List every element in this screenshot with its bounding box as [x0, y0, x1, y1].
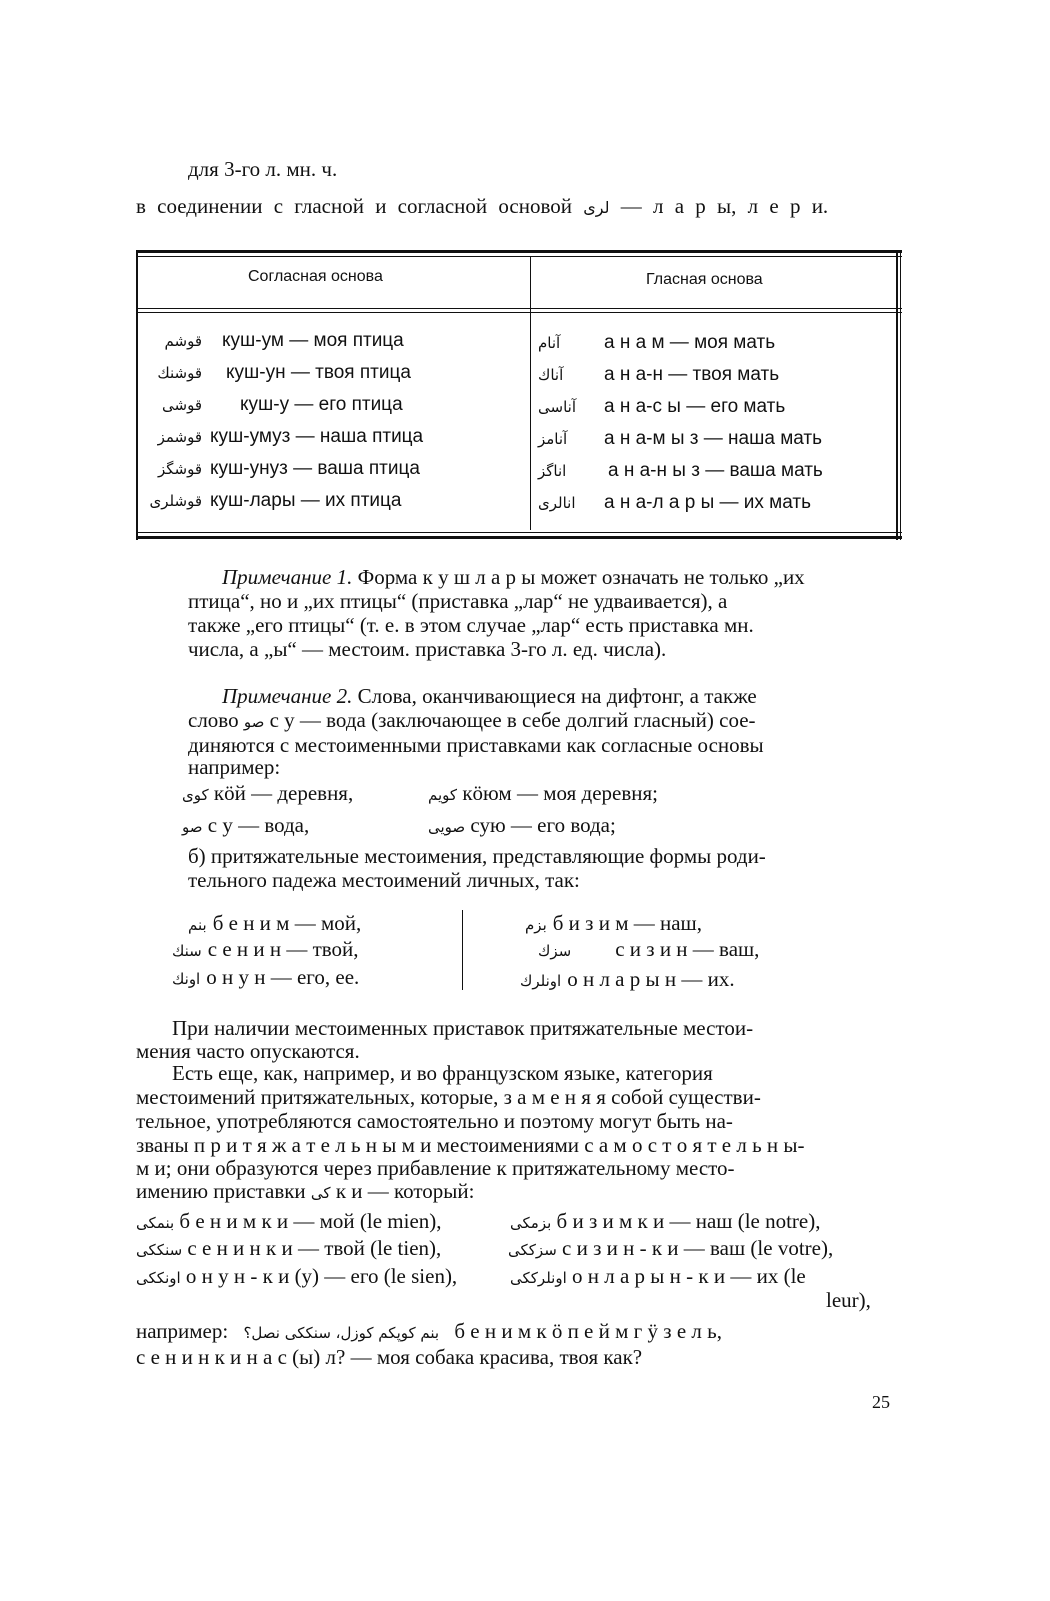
section-b-text: б) притяжательные местоимения, представляющие формы роди- [188, 844, 766, 868]
para2-text: Есть еще, как, например, и во французском языке, категория [172, 1061, 713, 1085]
section-b-line-1 [188, 843, 766, 869]
table-right-rule [896, 250, 898, 540]
pronoun-text: с и з и н — ваш, [615, 937, 760, 961]
vowel-row [538, 427, 822, 451]
arabic-form: قوشم [164, 332, 202, 350]
arabic-form: اونککی [136, 1269, 181, 1287]
note1-text: птица“, но и „их птицы“ (приставка „лар“ не удваивается), а [188, 589, 728, 613]
arabic-form: انالری [538, 494, 576, 512]
example-row [182, 780, 353, 808]
arabic-form: اناگز [538, 462, 567, 480]
ki-tail-text: leur), [826, 1288, 871, 1312]
arabic-form: اونلرك [520, 972, 562, 990]
row-text: а н а-н ы з — ваша мать [608, 460, 823, 481]
row-text: куш-унуз — ваша птица [210, 458, 420, 479]
example-text: с е н и н к и н а с (ы) л? — моя собака красива, твоя как? [136, 1345, 643, 1369]
note2-text: диняются с местоименными приставками как согласные основы [188, 733, 764, 757]
table-bottom-rule [136, 536, 902, 539]
consonant-row [140, 457, 420, 481]
ki-form-text: б и з и м к и — наш (le notre), [556, 1209, 821, 1233]
vowel-row [538, 491, 811, 515]
header-vowel-stem: Гласная основа [646, 271, 763, 288]
arabic-form: سنککی [136, 1241, 183, 1259]
note2-text: с у — вода (заключающее в себе долгий гласный) сое- [269, 708, 756, 732]
arabic-form: بزم [525, 916, 547, 934]
example-text: с у — вода, [207, 813, 310, 837]
pronoun-row [172, 936, 359, 964]
arabic-form: آناسی [538, 398, 576, 416]
arabic-form: بنم [188, 916, 207, 934]
note2-line-1 [222, 683, 757, 709]
para1-text: При наличии местоименных приставок притяжательные местои- [172, 1016, 754, 1040]
para2-text: к и — который: [335, 1179, 475, 1203]
vowel-row [538, 395, 785, 419]
para2-text: званы п р и т я ж а т е л ь н ы м и местоимениями с а м о с т о я т е л ь н ы- [136, 1133, 805, 1157]
vowel-row [538, 331, 775, 355]
pronoun-row [520, 966, 735, 994]
note1-line-4 [188, 636, 666, 662]
arabic-form: آنامز [538, 430, 568, 448]
arabic-form: قوشلری [149, 492, 202, 510]
intro-line-2 [136, 193, 828, 221]
arabic-form: بزمکی [510, 1214, 552, 1232]
intro-line-1 [188, 156, 337, 182]
ki-form-row [136, 1208, 442, 1236]
consonant-row [140, 361, 411, 385]
vowel-row [538, 459, 823, 483]
vowel-row [538, 363, 779, 387]
arabic-form: قوشگز [157, 460, 202, 478]
arabic-ki: کی [310, 1184, 331, 1202]
ki-form-tail [826, 1287, 871, 1313]
arabic-form: سزککی [508, 1241, 557, 1259]
table-header-rule-2 [136, 312, 902, 313]
intro-text-1: для 3-го л. мн. ч. [188, 157, 338, 181]
arabic-su: صو [243, 713, 265, 731]
page-number: 25 [872, 1392, 890, 1412]
consonant-row [140, 489, 401, 513]
para2-line-6 [136, 1178, 474, 1206]
ki-form-text: с е н и н к и — твой (le tien), [187, 1236, 442, 1260]
arabic-suffix-lari: لری [583, 198, 610, 217]
example-row [428, 780, 658, 808]
table-right-rule-thin [900, 250, 901, 540]
para2-text: имению приставки [136, 1179, 306, 1203]
note1-text: также „его птицы“ (т. е. в этом случае „лар“ есть приставка мн. [188, 613, 754, 637]
arabic-sentence: بنم کوپکم کوزل، سنککی نصل؟ [243, 1324, 440, 1342]
note1-line-3 [188, 612, 754, 638]
ki-form-text: о н л а р ы н - к и — их (le [572, 1264, 806, 1288]
arabic-form: آناك [538, 366, 564, 384]
consonant-row [140, 425, 423, 449]
para2-line-2 [136, 1084, 761, 1110]
example-label: например: [136, 1319, 229, 1343]
header-consonant-stem: Согласная основа [248, 268, 383, 285]
ki-form-row [510, 1263, 806, 1291]
arabic-form: کویم [428, 786, 458, 804]
arabic-form: صویی [428, 818, 466, 836]
arabic-form: آنام [538, 334, 561, 352]
pronoun-row [188, 910, 361, 938]
section-b-text: тельного падежа местоимений личных, так: [188, 868, 580, 892]
ki-form-text: б е н и м к и — мой (le mien), [179, 1209, 442, 1233]
row-text: куш-у — его птица [240, 394, 403, 415]
intro-text-2: в соединении с гласной и согласной основой [136, 194, 572, 218]
note2-text: Слова, оканчивающиеся на дифтонг, а также [357, 684, 757, 708]
pronoun-divider [462, 910, 463, 990]
pronoun-text: о н л а р ы н — их. [567, 967, 735, 991]
pronoun-row [172, 964, 359, 992]
example-sentence-line-1 [136, 1318, 722, 1346]
pronoun-text: с е н и н — твой, [207, 937, 359, 961]
table-left-rule [136, 250, 138, 540]
row-text: а н а-н — твоя мать [604, 364, 780, 385]
example-text: сую — его вода; [470, 813, 616, 837]
arabic-form: کوی [182, 786, 209, 804]
possessive-table [136, 250, 902, 540]
row-text: куш-ун — твоя птица [226, 362, 411, 383]
note2-line-4 [188, 754, 280, 780]
note1-label: Примечание 1. [222, 565, 353, 589]
example-row [182, 812, 309, 840]
consonant-row [140, 393, 403, 417]
arabic-form: سنك [172, 942, 202, 960]
example-text: кöюм — моя деревня; [462, 781, 658, 805]
pronoun-text: б е н и м — мой, [212, 911, 362, 935]
intro-text-2-suffix: — л а р ы, л е р и. [620, 194, 829, 218]
example-text: б е н и м к ö п е й м г ӱ з е л ь, [454, 1319, 722, 1343]
para2-text: м и; они образуются через прибавление к притяжательному место- [136, 1156, 735, 1180]
para2-text: тельное, употребляются самостоятельно и поэтому могут быть на- [136, 1109, 733, 1133]
note1-line-2 [188, 588, 727, 614]
table-top-rule-thin [136, 256, 902, 257]
para1-text: мения часто опускаются. [136, 1039, 360, 1063]
pronoun-row [525, 910, 702, 938]
arabic-form: قوشنك [157, 364, 202, 382]
arabic-form: بنمکی [136, 1214, 175, 1232]
row-text: а н а-м ы з — наша мать [604, 428, 823, 449]
example-row [428, 812, 616, 840]
ki-form-text: о н у н - к и (у) — его (le sien), [185, 1264, 458, 1288]
row-text: а н а-л а р ы — их мать [604, 492, 811, 513]
note1-text: Форма к у ш л а р ы может означать не только „их [357, 565, 805, 589]
pronoun-row [538, 936, 759, 964]
table-middle-rule [530, 256, 531, 530]
row-text: куш-умуз — наша птица [210, 426, 424, 447]
example-text: кöй — деревня, [213, 781, 354, 805]
note1-line-1 [222, 564, 805, 590]
arabic-form: صو [182, 818, 203, 836]
row-text: а н а-с ы — его мать [604, 396, 786, 417]
note2-line-2 [188, 707, 756, 735]
ki-form-row [510, 1208, 821, 1236]
ki-form-row [508, 1235, 833, 1263]
note1-text: числа, а „ы“ — местоим. приставка 3-го л. ед. числа). [188, 637, 667, 661]
pronoun-text: о н у н — его, ее. [206, 965, 360, 989]
row-text: куш-ум — моя птица [222, 330, 404, 351]
note2-text: слово [188, 708, 239, 732]
note2-label: Примечание 2. [222, 684, 353, 708]
arabic-form: قوشمز [157, 428, 202, 446]
ki-form-text: с и з и н - к и — ваш (le votre), [562, 1236, 834, 1260]
arabic-form: اونك [172, 970, 201, 988]
arabic-form: سزك [538, 942, 572, 960]
section-b-line-2 [188, 867, 580, 893]
pronoun-text: б и з и м — наш, [552, 911, 702, 935]
ki-form-row [136, 1263, 457, 1291]
row-text: куш-лары — их птица [210, 490, 402, 511]
para2-line-1 [172, 1060, 713, 1086]
example-sentence-line-2 [136, 1344, 642, 1370]
table-top-rule [136, 250, 902, 253]
row-text: а н а м — моя мать [604, 332, 776, 353]
arabic-form: قوشی [162, 396, 202, 414]
note2-text: например: [188, 755, 281, 779]
consonant-row [140, 329, 404, 353]
table-header-rule [136, 308, 902, 309]
ki-form-row [136, 1235, 441, 1263]
arabic-form: اونلرککی [510, 1269, 567, 1287]
para2-line-3 [136, 1108, 733, 1134]
table-bottom-rule-thin [136, 532, 902, 533]
para2-text: местоимений притяжательных, которые, з а м е н я я собой существи- [136, 1085, 761, 1109]
